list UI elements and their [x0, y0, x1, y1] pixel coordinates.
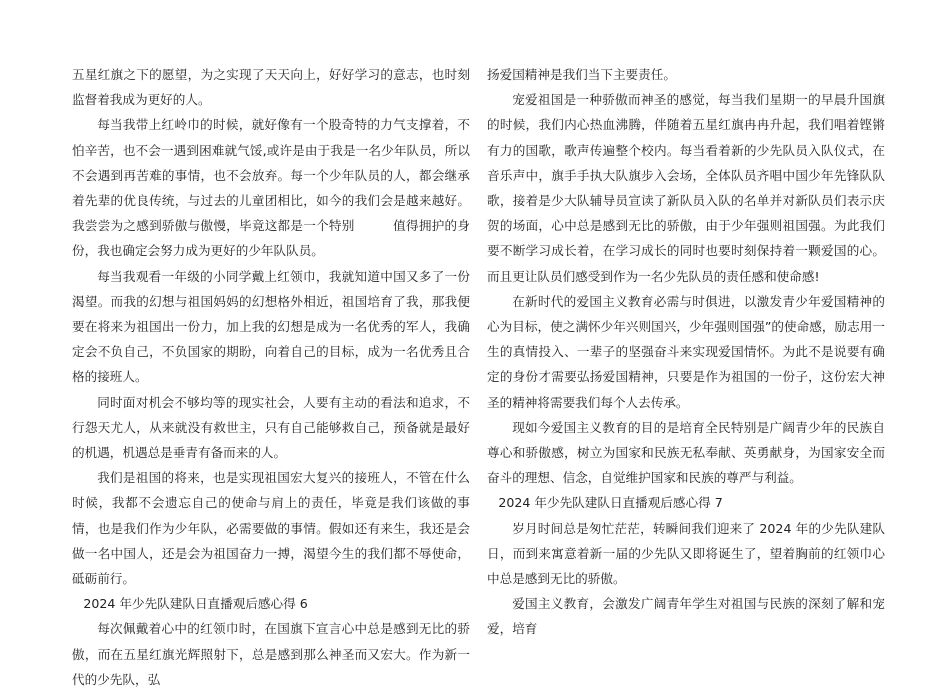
paragraph: 同时面对机会不够均等的现实社会，人要有主动的看法和追求，不行怨天尤人，从来就没有救世主，只有自己能够救自己，预备就是最好的机遇，机遇总是垂青有备而来的人。 [72, 394, 470, 461]
paragraph: 每当我带上红岭巾的时候，就好像有一个股奇特的力气支撑着，不怕辛苦，也不会一遇到困难就气馁,或许是由于我是一名少年队员，所以不会遇到再苦难的事情，也不会放弃。每一个少年队员的人，都会继承着先辈的优良传统，与过去的儿童团相比，如今的我们会是越来越好。我尝尝为之感到骄傲与傲慢，毕竟这都是一个特别 值得拥护的身份，我也确定会努力成为更好的少年队队员。 [72, 117, 470, 259]
paragraph: 每次佩戴着心中的红领巾时，在国旗下宣言心中总是感到无比的骄傲，而在五星红旗光辉照射下，总是感到那么神圣而又宏大。作为新一代的少先队，弘 [72, 621, 470, 687]
section-heading: 2024 年少先队建队日直播观后感心得 7 [498, 495, 723, 511]
paragraph: 在新时代的爱国主义教育必需与时俱进，以激发青少年爱国精神的心为目标，使之满怀少年兴则国兴，少年强则国强”的使命感，励志用一生的真情投入、一辈子的坚强奋斗来实现爱国情怀。为此不是说要有确定的身份才需要弘扬爱国精神，只要是作为祖国的一份子，这份宏大神圣的精神将需要我们每个人去传承。 [487, 293, 885, 410]
paragraph: 宠爱祖国是一种骄傲而神圣的感觉，每当我们星期一的早晨升国旗的时候，我们内心热血沸腾，伴随着五星红旗冉冉升起，我们唱着铿锵有力的国歌，歌声传遍整个校内。每当看着新的少先队员入队仪式，在音乐声中，旗手手执大队旗步入会场，全体队员齐唱中国少年先锋队队歌，接着是少大队辅导员宣读了新队员入队的名单并对新队员们表示庆贺的场面，心中总是感到无比的骄傲，由于少年强则祖国强。为此我们要不断学习成长着，在学习成长的同时也要时刻保持着一颗爱国的心。而且更让队员们感受到作为一名少先队员的责任感和使命感! [487, 92, 885, 284]
right-column [487, 62, 885, 642]
paragraph: 每当我观看一年级的小同学戴上红领巾，我就知道中国又多了一份渴望。而我的幻想与祖国妈妈的幻想格外相近，祖国培育了我，那我便要在将来为祖国出一份力，加上我的幻想是成为一名优秀的军人，我确定会不负自己，不负国家的期盼，向着自己的目标，成为一名优秀且合格的接班人。 [72, 268, 470, 385]
paragraph: 现如今爱国主义教育的目的是培育全民特别是广阔青少年的民族自尊心和骄傲感，树立为国家和民族无私奉献、英勇献身，为国家安全而奋斗的理想、信念，自觉维护国家和民族的尊严与利益。 [487, 419, 885, 486]
paragraph: 岁月时间总是匆忙茫茫，转瞬间我们迎来了 2024 年的少先队建队日，而到来寓意着新一届的少先队又即将诞生了，望着胸前的红领巾心中总是感到无比的骄傲。 [487, 520, 885, 587]
paragraph: 扬爱国精神是我们当下主要责任。 [487, 67, 676, 82]
paragraph: 我们是祖国的将来，也是实现祖国宏大复兴的接班人，不管在什么时候，我都不会遗忘自己的使命与肩上的责任，毕竟是我们该做的事情，也是我们作为少年队，必需要做的事情。假如还有来生，我还是会做一名中国人，还是会为祖国奋力一搏，渴望今生的我们都不辱使命，砥砺前行。 [72, 470, 470, 587]
paragraph: 五星红旗之下的愿望，为之实现了天天向上，好好学习的意志，也时刻监督着我成为更好的人。 [72, 67, 470, 108]
section-heading: 2024 年少先队建队日直播观后感心得 6 [83, 596, 308, 612]
paragraph: 爱国主义教育，会激发广阔青年学生对祖国与民族的深刻了解和宠爱，培育 [487, 596, 885, 637]
left-column [72, 62, 470, 692]
